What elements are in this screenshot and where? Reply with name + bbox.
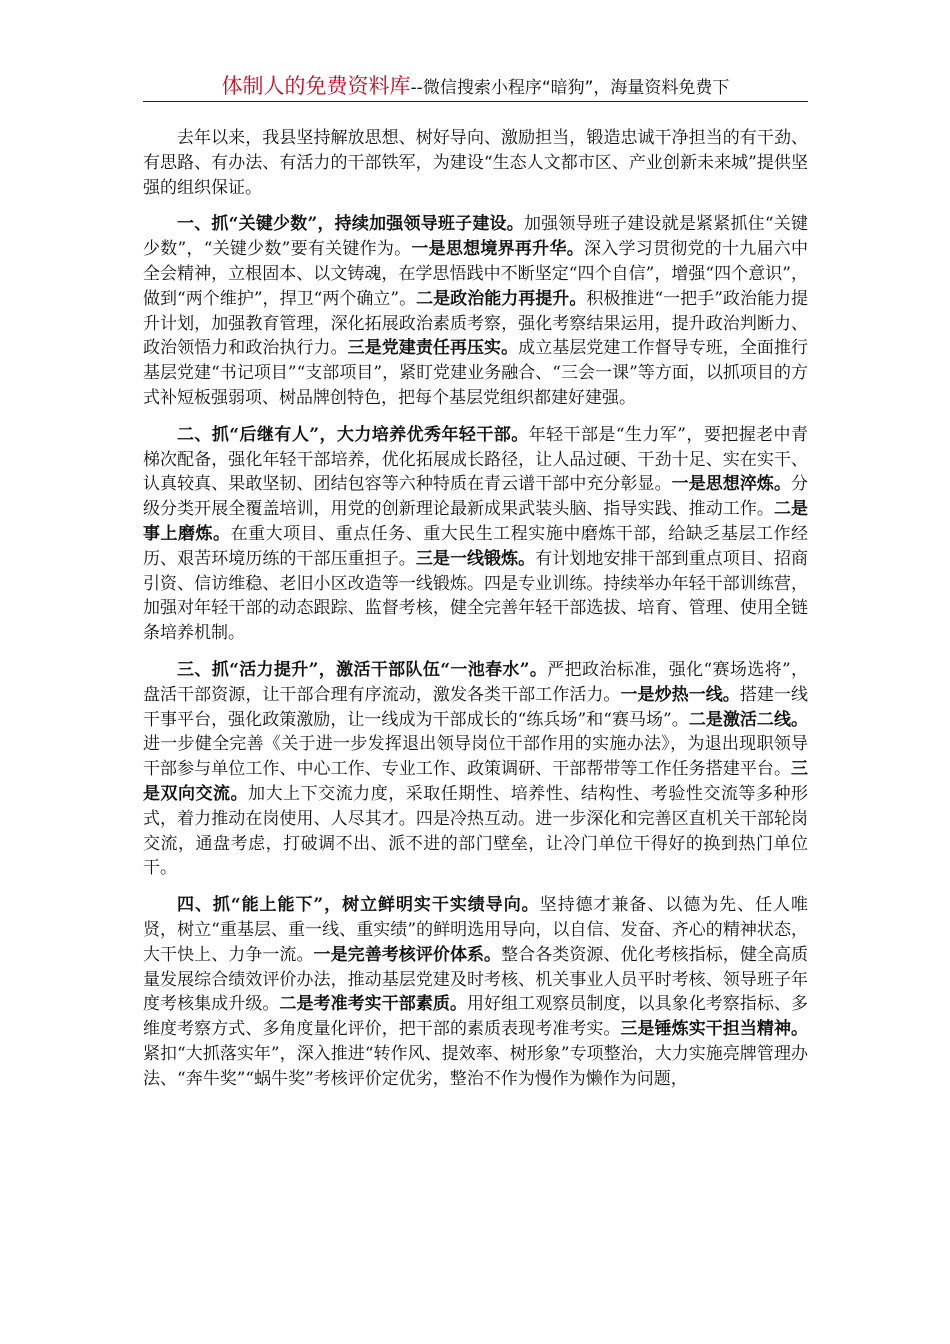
section-2-point-2: 二是事上磨炼。 [143, 499, 809, 544]
section-1-text: 成立基层党建工作督导专班，全面推行基层党建“书记项目”“支部项目”，紧盯党建业务融合、“三会一课”等方面，以抓项目的方式补短板强弱项、树品牌创特色，把每个基层党组织都建好建强。 [143, 338, 809, 408]
section-4-point-3: 三是锤炼实干担当精神。 [620, 1019, 809, 1040]
section-1-text: 深入学习贯彻党的十九届六中全会精神，立根固本、以文铸魂，在学思悟践中不断坚定“四个自信”，增强“四个意识”，做到“两个维护”，捍卫“两个确立”。 [143, 239, 809, 309]
header-divider [143, 101, 808, 102]
section-2-point-1: 一是思想淬炼。 [671, 474, 792, 495]
section-1-point-1: 一是思想境界再升华。 [411, 239, 584, 260]
section-4-point-1: 一是完善考核评价体系。 [313, 944, 502, 965]
section-3-text: 进一步健全完善《关于进一步发挥退出领导岗位干部作用的实施办法》，为退出现职领导干部参与单位工作、中心工作、专业工作、政策调研、干部帮带等工作任务搭建平台。 [143, 734, 808, 780]
section-4-text: 整合各类资源、优化考核指标，健全高质量发展综合绩效评价办法，推动基层党建及时考核、机关事业人员平时考核、领导班子年度考核集成升级。 [143, 944, 809, 1015]
section-2-text: 在重大项目、重点任务、重大民生工程实施中磨炼干部，给缺乏基层工作经历、艰苦环境历练的干部压重担子。 [143, 523, 809, 569]
section-3-point-1: 一是炒热一线。 [620, 684, 740, 705]
section-3-point-3: 三是双向交流。 [143, 759, 808, 804]
section-2-paragraph [143, 423, 808, 646]
section-4-text: 紧扣“大抓落实年”，深入推进“转作风、提效率、树形象”专项整治，大力实施亮牌管理办法、“奔牛奖”“蜗牛奖”考核评价定优劣，整治不作为慢作为懒作为问题， [143, 1043, 808, 1089]
section-3-text: 严把政治标准，强化“赛场选将”，盘活干部资源，让干部合理有序流动，激发各类干部工作活力。 [143, 659, 808, 705]
section-4-text: 坚持德才兼备、以德为先、任人唯贤，树立“重基层、重一线、重实绩”的鲜明选用导向，以自信、发奋、齐心的精神状态，大干快上、力争一流。 [143, 895, 808, 965]
intro-paragraph: 去年以来，我县坚持解放思想、树好导向、激励担当，锻造忠诚干净担当的有干劲、有思路、有办法、有活力的干部铁军，为建设“生态人文都市区、产业创新未来城”提供坚强的组织保证。 [143, 128, 808, 198]
section-1-point-3: 三是党建责任再压实。 [347, 338, 519, 359]
section-3-text: 加大上下交流力度，采取任期性、培养性、结构性、考验性交流等多种形式，着力推动在岗使用、人尽其才。四是冷热互动。进一步深化和完善区直机关干部轮岗交流，通盘考虑，打破调不出、派不进的部门壁垒，让冷门单位干得好的换到热门单位干。 [143, 783, 809, 879]
section-3-text: 搭建一线干事平台，强化政策激励，让一线成为干部成长的“练兵场”和“赛马场”。 [143, 684, 809, 730]
section-2-point-3: 三是一线锻炼。 [415, 548, 536, 569]
section-3-heading: 三、抓“活力提升”，激活干部队伍“一池春水”。 [177, 659, 548, 680]
document-body [143, 126, 808, 1103]
section-2-heading: 二、抓“后继有人”，大力培养优秀年轻干部。 [177, 424, 529, 445]
header-brand: 体制人的免费资料库 [221, 74, 411, 98]
page-header [143, 70, 808, 100]
section-1-text: 积极推进“一把手”政治能力提升计划，加强教育管理，深化拓展政治素质考察，强化考察结果运用，提升政治判断力、政治领悟力和政治执行力。 [143, 288, 809, 359]
section-4-heading: 四、抓“能上能下”，树立鲜明实干实绩导向。 [177, 895, 540, 916]
section-4-paragraph [143, 893, 808, 1091]
section-4-text: 用好组工观察员制度，以具象化考察指标、多维度考察方式、多角度量化评价，把干部的素质表现考准考实。 [143, 994, 809, 1040]
section-3-paragraph [143, 658, 808, 881]
header-subtitle: --微信搜索小程序“暗狗”，海量资料免费下 [410, 78, 730, 98]
section-2-text: 有计划地安排干部到重点项目、招商引资、信访维稳、老旧小区改造等一线锻炼。四是专业训练。持续举办年轻干部训练营，加强对年轻干部的动态跟踪、监督考核，健全完善年轻干部选拔、培育、管理、使用全链条培养机制。 [143, 548, 809, 644]
section-1-heading: 一、抓“关键少数”，持续加强领导班子建设。 [177, 214, 524, 235]
section-1-text: 加强领导班子建设就是紧紧抓住“关键少数”，“关键少数”要有关键作为。 [143, 214, 808, 260]
section-3-point-2: 二是激活二线。 [688, 709, 808, 730]
section-1-point-2: 二是政治能力再提升。 [416, 288, 587, 309]
section-2-text: 年轻干部是“生力军”，要把握老中青梯次配备，强化年轻干部培养，优化拓展成长路径，让人品过硬、干劲十足、实在实干、认真较真、果敢坚韧、团结包容等六种特质在青云谱干部中充分彰显。 [143, 424, 808, 495]
section-1-paragraph [143, 212, 808, 410]
section-4-point-2: 二是考准考实干部素质。 [279, 994, 468, 1015]
section-2-text: 分级分类开展全覆盖培训，用党的创新理论最新成果武装头脑、指导实践、推动工作。 [143, 474, 809, 520]
